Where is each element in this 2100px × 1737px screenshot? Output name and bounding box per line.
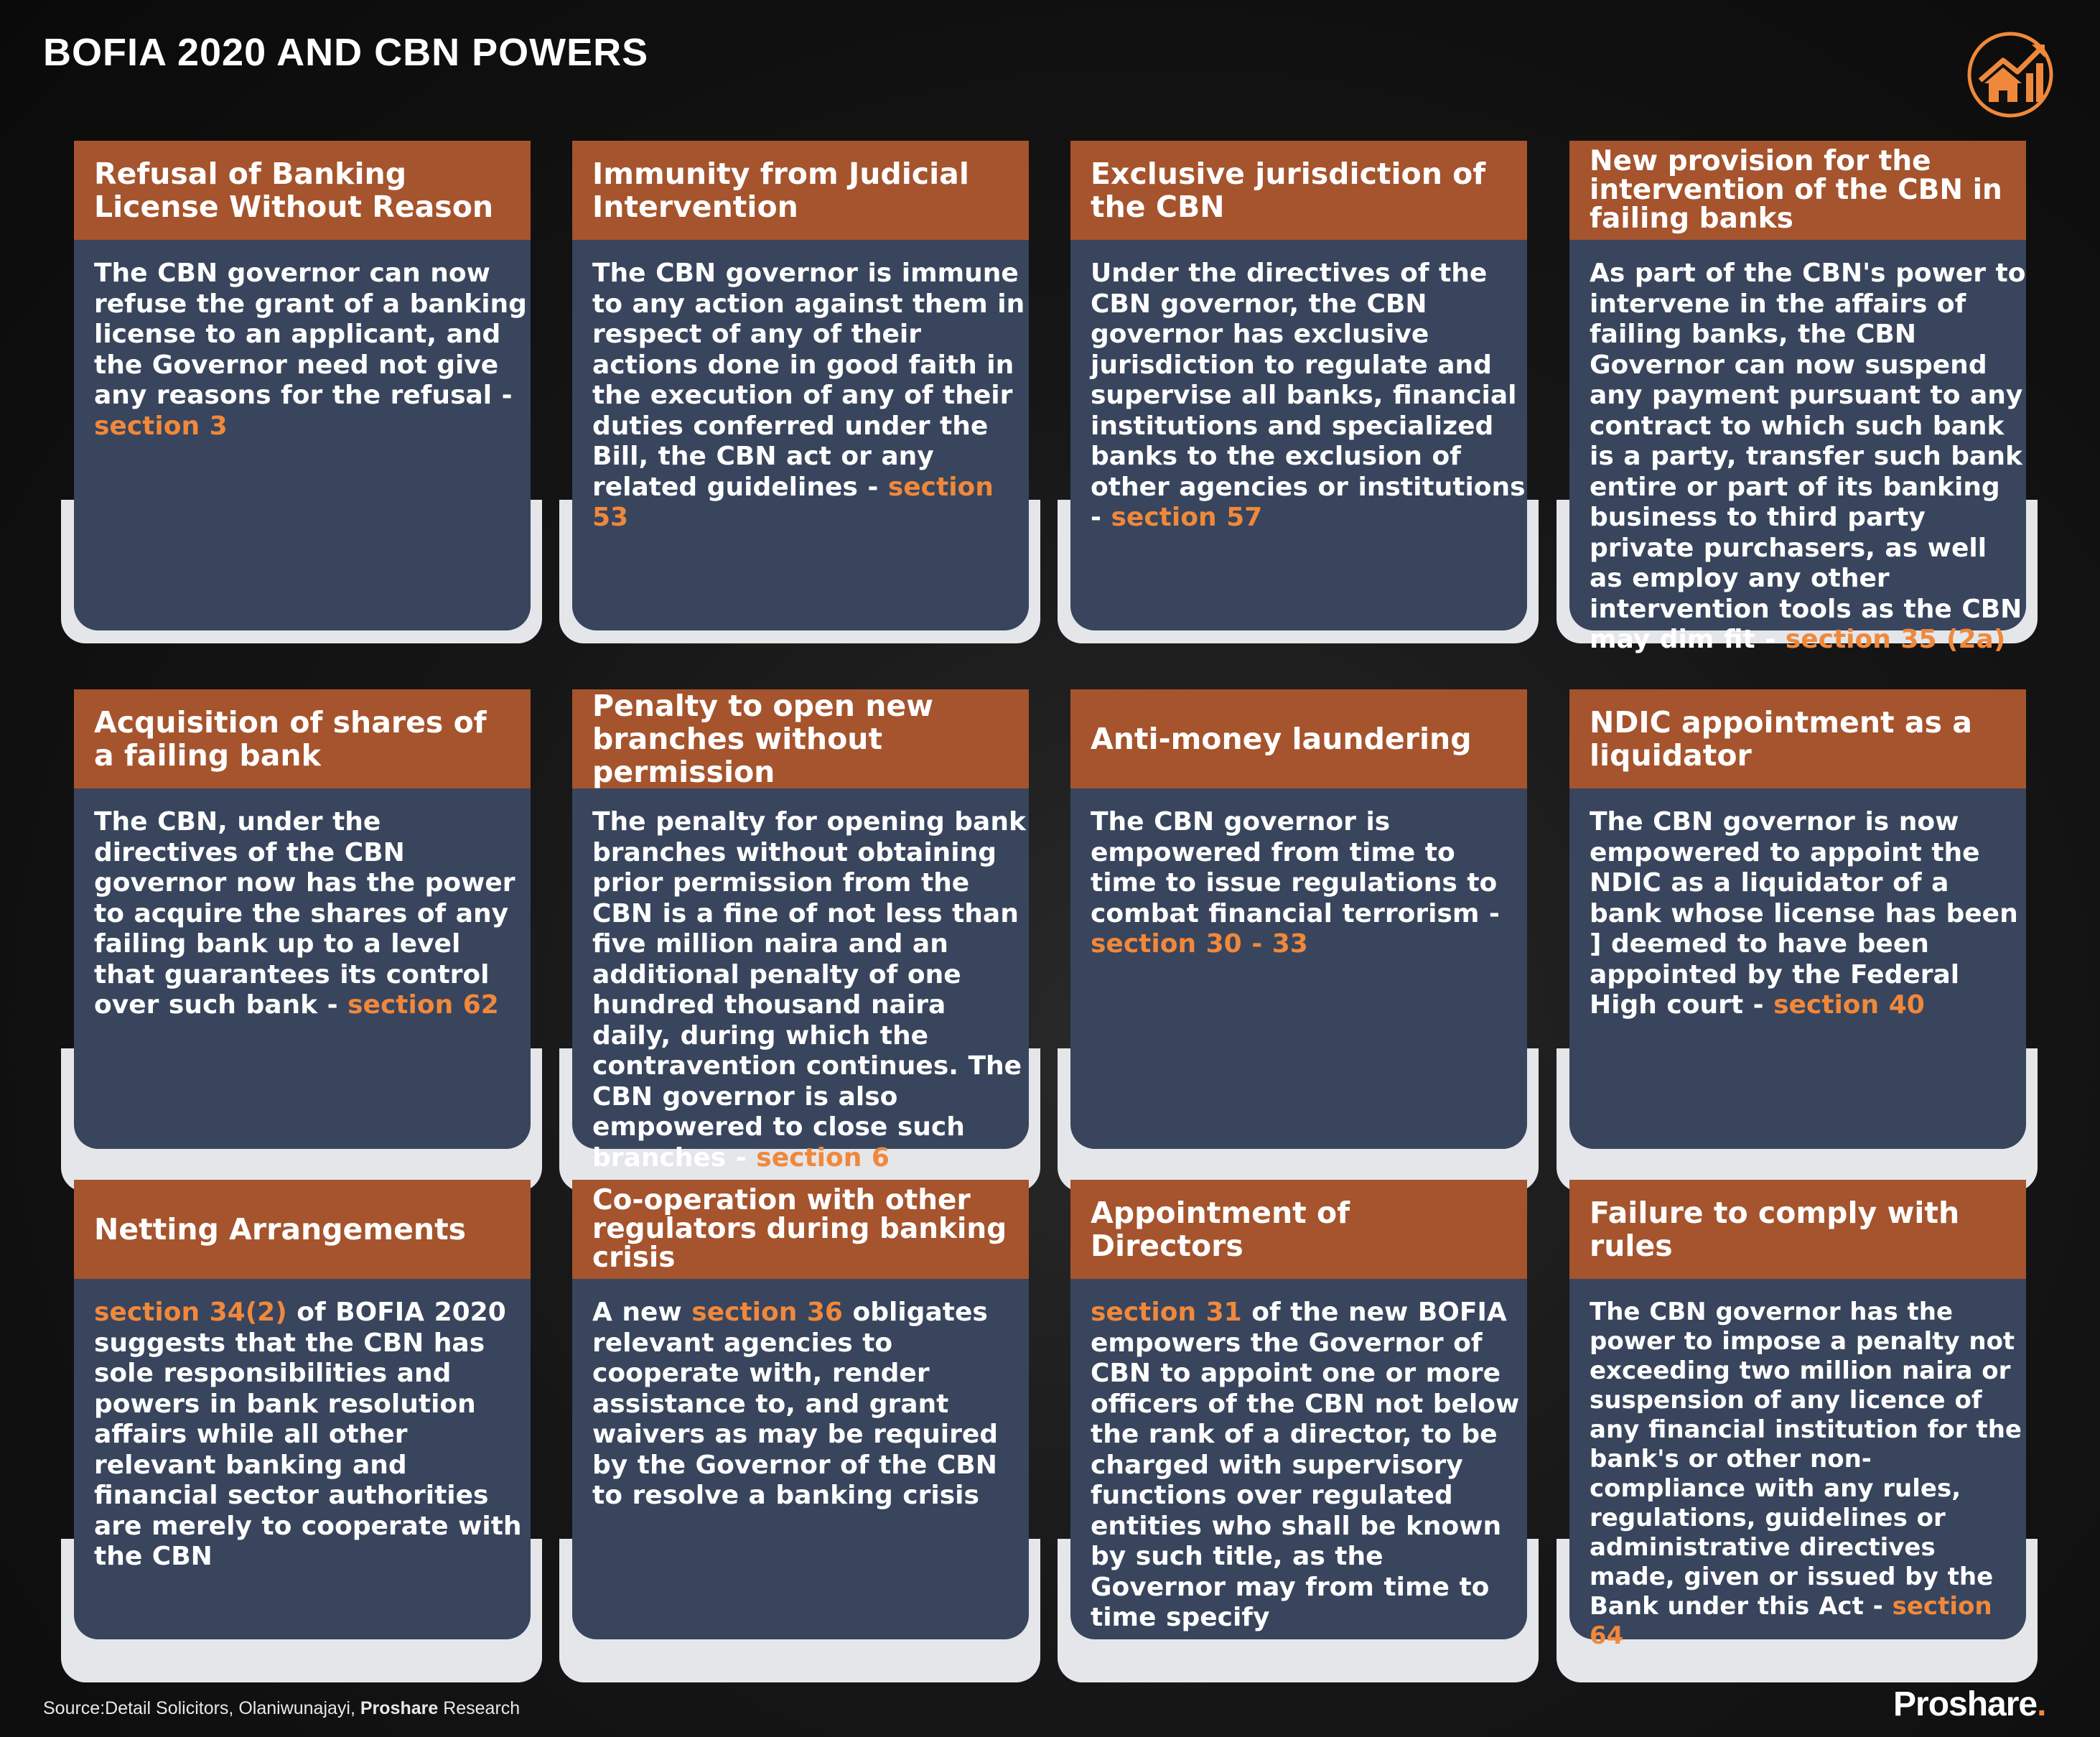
card-box xyxy=(1569,1180,2026,1650)
section-reference: section 30 - 33 xyxy=(1091,929,1308,959)
card-text-cont: of BOFIA 2020 suggests that the CBN has sole responsibilities and powers in bank resolution affairs while all other relevant banking and financial sector authorities are merely to cooperate with the CBN xyxy=(94,1298,522,1571)
card-text-cont: of the new BOFIA empowers the Governor of CBN to appoint one or more officers of the CBN not below the rank of a director, to be charged with supervisory functions over regulated entities who shall be known by such title, as the Governor may from time to time specify xyxy=(1091,1298,1520,1632)
card-text: Under the directives of the CBN governor, the CBN governor has exclusive jurisdiction to regulate and supervise all banks, financial institutions and specialized banks to the exclusion of other agencies or institutions - xyxy=(1091,259,1526,532)
card-body xyxy=(1590,259,2026,656)
card-box xyxy=(1070,689,1527,1149)
source-prefix: Source:Detail Solicitors, Olaniwunajayi, xyxy=(43,1698,360,1718)
card-failure-comply xyxy=(1569,1180,2026,1675)
card-text: The penalty for opening bank branches without obtaining prior permission from the CBN is a fine of not less than five million naira and an additional penalty of one hundred thousand naira daily, during which the contravention continues. The CBN governor is also empowered to close such branches - xyxy=(592,807,1026,1173)
card-text: The CBN governor is now empowered to appoint the NDIC as a liquidator of a bank whose license has been ] deemed to have been appointed by the Federal High court - xyxy=(1590,807,2018,1020)
card-box xyxy=(572,689,1029,1173)
card-intervention xyxy=(1569,141,2026,654)
source-suffix: Research xyxy=(438,1698,521,1718)
card-ndic-liquidator xyxy=(1569,689,2026,1185)
card-body xyxy=(94,807,531,1021)
card-title: New provision for the intervention of the CBN in failing banks xyxy=(1569,141,2026,240)
card-text: The CBN governor has the power to impose a penalty not exceeding two million naira or suspension of any licence of any financial institution for the bank's or other non-compliance with any rules, regulations, guidelines or administrative directives made, given or issued by the Bank under this Act - xyxy=(1590,1298,2022,1621)
card-penalty-branches xyxy=(572,689,1029,1185)
card-body xyxy=(1091,1298,1527,1634)
card-body xyxy=(592,1298,1029,1512)
proshare-logo xyxy=(1893,1685,2045,1724)
card-text: The CBN governor is empowered from time to time to issue regulations to combat financial terrorism - xyxy=(1091,807,1500,928)
card-box xyxy=(572,1180,1029,1639)
card-box xyxy=(572,141,1029,630)
card-title: Refusal of Banking License Without Reason xyxy=(74,141,531,240)
card-body xyxy=(592,259,1029,534)
card-box xyxy=(74,689,531,1149)
card-immunity xyxy=(572,141,1029,636)
card-title: Co-operation with other regulators during banking crisis xyxy=(572,1180,1029,1279)
card-body xyxy=(94,259,531,442)
card-title: Anti-money laundering xyxy=(1070,689,1527,788)
card-text: As part of the CBN's power to intervene in the affairs of failing banks, the CBN Governor can now suspend any payment pursuant to any contract to which such bank is a party, transfer such bank entire or part of its banking business to third party private purchasers, as well as employ any other intervention tools as the CBN may dim fit - xyxy=(1590,259,2026,654)
brand-dot: . xyxy=(2037,1685,2046,1723)
house-growth-chart-icon xyxy=(1966,30,2055,119)
card-box xyxy=(1569,689,2026,1149)
card-body xyxy=(94,1298,531,1573)
source-brand: Proshare xyxy=(360,1698,439,1718)
card-text: The CBN, under the directives of the CBN governor now has the power to acquire the shares of any failing bank up to a level that guarantees its control over such bank - xyxy=(94,807,515,1020)
card-box xyxy=(74,141,531,630)
card-title: Acquisition of shares of a failing bank xyxy=(74,689,531,788)
card-title: Netting Arrangements xyxy=(74,1180,531,1279)
card-body xyxy=(1091,259,1527,534)
section-reference: section 35 (2a) xyxy=(1785,625,2006,654)
card-title: NDIC appointment as a liquidator xyxy=(1569,689,2026,788)
card-box xyxy=(1569,141,2026,654)
card-title: Immunity from Judicial Intervention xyxy=(572,141,1029,240)
card-acquisition-shares xyxy=(74,689,531,1185)
card-title: Exclusive jurisdiction of the CBN xyxy=(1070,141,1527,240)
card-body xyxy=(592,807,1029,1173)
page-title: BOFIA 2020 AND CBN POWERS xyxy=(43,31,649,74)
card-title: Appointment of Directors xyxy=(1070,1180,1527,1279)
section-reference: section 31 xyxy=(1091,1298,1242,1327)
card-netting-arrangements xyxy=(74,1180,531,1675)
card-refusal-license xyxy=(74,141,531,636)
section-reference: section 53 xyxy=(592,472,994,532)
card-text: The CBN governor is immune to any action against them in respect of any of their actions done in good faith in the execution of any of their duties conferred under the Bill, the CBN act or any related guidelines - xyxy=(592,259,1025,502)
section-reference: section 6 xyxy=(756,1142,890,1173)
card-text: The CBN governor can now refuse the grant of a banking license to an applicant, and the Governor need not give any reasons for the refusal - xyxy=(94,259,527,410)
card-body xyxy=(1590,807,2026,1021)
card-box xyxy=(1070,141,1527,630)
section-reference: section 62 xyxy=(347,990,499,1020)
section-reference: section 3 xyxy=(94,411,228,441)
section-reference: section 40 xyxy=(1773,990,1925,1020)
card-cooperation-regulators xyxy=(572,1180,1029,1675)
card-title: Failure to comply with rules xyxy=(1569,1180,2026,1279)
card-exclusive-jurisdiction xyxy=(1070,141,1527,636)
section-reference: section 36 xyxy=(691,1298,843,1327)
card-text: A new xyxy=(592,1298,692,1327)
section-reference: section 57 xyxy=(1111,503,1263,532)
card-text-cont: obligates relevant agencies to cooperate with, render assistance to, and grant waivers as may be required by the Governor of the CBN to resolve a banking crisis xyxy=(592,1298,999,1510)
card-body xyxy=(1091,807,1527,960)
card-box xyxy=(74,1180,531,1639)
source-note xyxy=(43,1698,520,1719)
card-appointment-directors xyxy=(1070,1180,1527,1675)
card-box xyxy=(1070,1180,1527,1639)
brand-name: Proshare xyxy=(1893,1685,2038,1723)
section-reference: section 64 xyxy=(1590,1592,1992,1650)
card-body xyxy=(1590,1298,2026,1651)
card-title: Penalty to open new branches without permission xyxy=(572,689,1029,788)
card-anti-money-laundering xyxy=(1070,689,1527,1185)
section-reference: section 34(2) xyxy=(94,1298,287,1327)
